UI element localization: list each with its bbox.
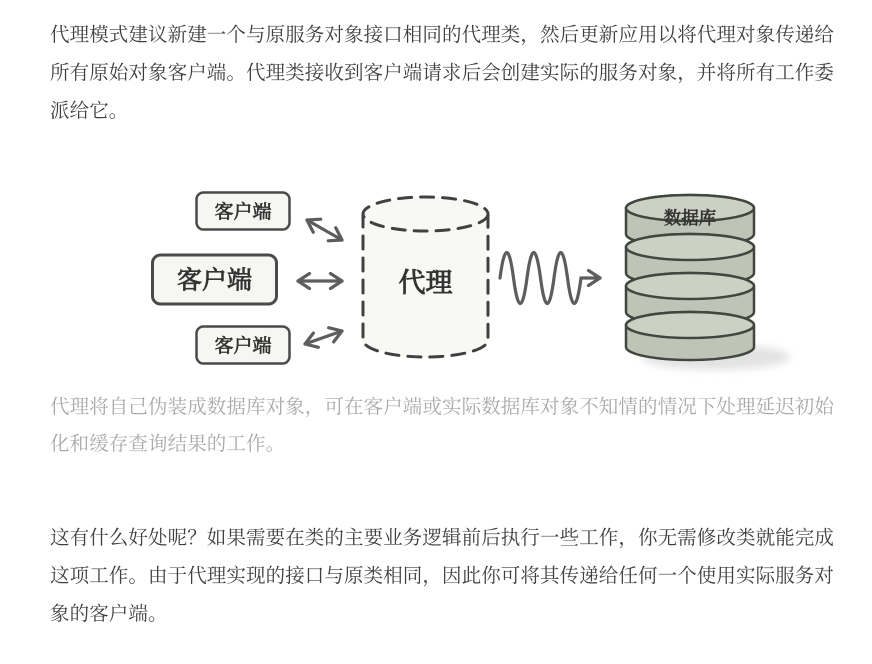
sine-wave-arrow-icon — [500, 253, 600, 304]
paragraph-line: 这有什么好处呢？如果需要在类的主要业务逻辑前后执行一些工作，你无需修改类就能完成 — [50, 527, 835, 549]
client-label: 客户端 — [214, 202, 272, 223]
client-box-middle — [153, 255, 277, 304]
client-box-top — [197, 193, 290, 230]
proxy-label: 代理 — [398, 268, 453, 298]
client-box-bottom — [197, 327, 290, 364]
database-label: 数据库 — [663, 208, 717, 228]
figure-caption — [50, 389, 836, 463]
proxy-pattern-figure — [145, 183, 836, 383]
paragraph-line: 代理模式建议新建一个与原服务对象接口相同的代理类，然后更新应用以将代理对象传递给 — [50, 24, 835, 46]
proxy-pattern-diagram — [145, 183, 805, 383]
bidirectional-arrow-icon — [305, 331, 342, 344]
client-label: 客户端 — [214, 336, 272, 357]
caption-line: 代理将自己伪装成数据库对象，可在客户端或实际数据库对象不知情的情况下处理延迟初始 — [50, 396, 835, 418]
paragraph-line: 所有原始对象客户端。代理类接收到客户端请求后会创建实际的服务对象，并将所有工作委 — [50, 62, 835, 84]
paragraph-line: 象的客户端。 — [50, 603, 168, 625]
client-label: 客户端 — [176, 266, 253, 295]
paragraph-intro — [50, 16, 836, 130]
bidirectional-arrow-icon — [307, 220, 342, 240]
database-stack-icon — [626, 195, 754, 360]
paragraph-benefits — [50, 519, 836, 633]
paragraph-line: 派给它。 — [50, 100, 129, 122]
caption-line: 化和缓存查询结果的工作。 — [50, 433, 286, 455]
proxy-cylinder-icon — [363, 197, 488, 357]
paragraph-line: 这项工作。由于代理实现的接口与原类相同，因此你可将其传递给任何一个使用实际服务对 — [50, 565, 835, 587]
